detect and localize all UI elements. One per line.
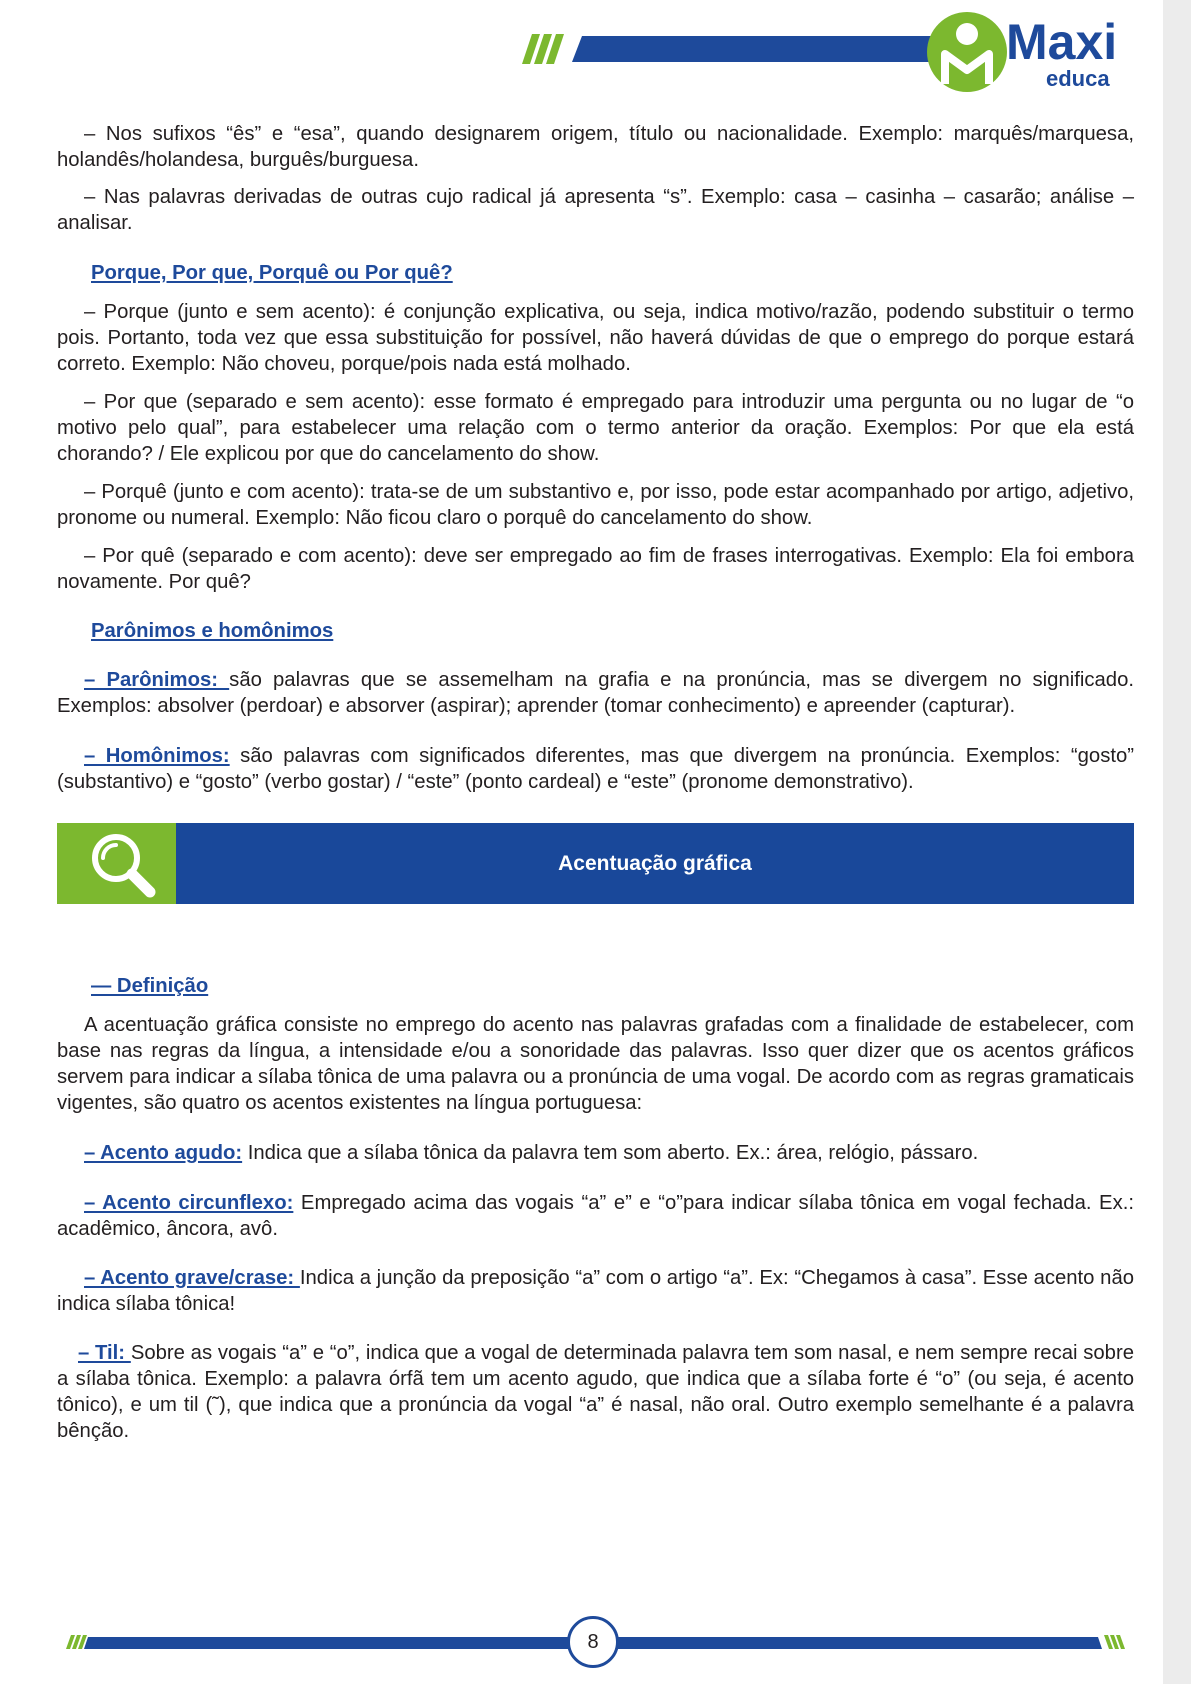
footer-right-stripes <box>1104 1635 1126 1649</box>
term-acento-circunflexo: – Acento circunflexo: <box>84 1192 294 1214</box>
term-til: – Til: <box>78 1342 131 1364</box>
term-paronimos: – Parônimos: <box>84 669 230 691</box>
paragraph-homonimos <box>57 743 1134 795</box>
text-homonimos: são palavras com significados diferentes, mas que divergem na pronúncia. Exemplos: “gosto” (substantivo) e “gosto” (verbo gostar) / “este” (ponto cardeal) e “este” (pronome demonstrativo). <box>57 745 1134 793</box>
term-acento-grave: – Acento grave/crase: <box>84 1267 300 1289</box>
term-homonimos: – Homônimos: <box>84 745 230 767</box>
header-bar <box>572 36 932 62</box>
paragraph-acento-circunflexo <box>57 1190 1134 1242</box>
logo-mark-icon <box>925 10 1009 94</box>
paragraph-acento-agudo <box>57 1140 1134 1166</box>
brand-sub: educa <box>1046 66 1110 91</box>
paragraph-porque: – Porque (junto e sem acento): é conjunção explicativa, ou seja, indica motivo/razão, podendo substituir o termo pois. Portanto, toda vez que essa substituição for possível, não haverá dúvidas de que o emprego do porque estará correto. Exemplo: Não choveu, porque/pois nada está molhado. <box>57 301 1134 375</box>
term-acento-agudo: – Acento agudo: <box>84 1142 243 1164</box>
search-icon <box>86 830 162 900</box>
paragraph-acento-grave <box>57 1265 1134 1317</box>
paragraph-por-que: – Por que (separado e sem acento): esse formato é empregado para introduzir uma pergunta ou no lugar de “o motivo pelo qual”, para estabelecer uma relação com o termo anterior da oração. Exemplos: Por que ela está chorando? / Ele explicou por que do cancelamento do show. <box>57 391 1134 465</box>
text-paronimos: são palavras que se assemelham na grafia e na pronúncia, mas se divergem no significado. Exemplos: absolver (perdoar) e absorver (aspirar); aprender (tomar conhecimento) e apreender (capturar). <box>57 669 1134 717</box>
banner-title: Acentuação gráfica <box>558 852 752 875</box>
text-acento-grave: Indica a junção da preposição “a” com o artigo “a”. Ex: “Chegamos à casa”. Esse acento não indica sílaba tônica! <box>57 1267 1134 1315</box>
text-acento-circunflexo: Empregado acima das vogais “a” e” e “o”para indicar sílaba tônica em vogal fechada. Ex.: acadêmico, âncora, avô. <box>57 1192 1134 1240</box>
paragraph-porque-acento: – Porquê (junto e com acento): trata-se de um substantivo e, por isso, pode estar acompanhado por artigo, adjetivo, pronome ou numeral. Exemplo: Não ficou claro o porquê do cancelamento do show. <box>57 481 1134 529</box>
brand-name: Maxi <box>1006 14 1118 70</box>
heading-porque: Porque, Por que, Porquê ou Por quê? <box>91 262 453 284</box>
paragraph-sufixos: – Nos sufixos “ês” e “esa”, quando designarem origem, título ou nacionalidade. Exemplo: marquês/marquesa, holandês/holandesa, burguês/burguesa. <box>57 123 1134 171</box>
heading-definicao: — Definição <box>91 975 209 997</box>
paragraph-derivadas: – Nas palavras derivadas de outras cujo radical já apresenta “s”. Exemplo: casa – casinha – casarão; análise – analisar. <box>57 186 1134 234</box>
text-acento-agudo: Indica que a sílaba tônica da palavra tem som aberto. Ex.: área, relógio, pássaro. <box>242 1142 979 1164</box>
paragraph-til <box>57 1340 1134 1444</box>
paragraph-por-que-acento: – Por quê (separado e com acento): deve ser empregado ao fim de frases interrogativas. Exemplo: Ela foi embora novamente. Por quê? <box>57 545 1134 593</box>
page-number: 8 <box>587 1631 599 1653</box>
header-stripes <box>522 34 572 64</box>
text-til: Sobre as vogais “a” e “o”, indica que a vogal de determinada palavra tem som nasal, e nem sempre recai sobre a sílaba tônica. Exemplo: a palavra órfã tem um acento agudo, que indica que a sílaba forte é “o” (ou seja, é acento tônico), e um til (˜), que indica que a pronúncia da vogal “a” é nasal, não oral. Outro exemplo semelhante é a palavra bênção. <box>57 1342 1134 1442</box>
paragraph-definicao: A acentuação gráfica consiste no emprego do acento nas palavras grafadas com a finalidade de estabelecer, com base nas regras da língua, a intensidade e/ou a sonoridade das palavras. Isso quer dizer que os acentos gráficos servem para indicar a sílaba tônica de uma palavra ou a pronúncia de uma vogal. De acordo com as regras gramaticais vigentes, são quatro os acentos existentes na língua portuguesa: <box>57 1014 1134 1114</box>
paragraph-paronimos <box>57 667 1134 719</box>
heading-paronimos: Parônimos e homônimos <box>91 620 334 642</box>
